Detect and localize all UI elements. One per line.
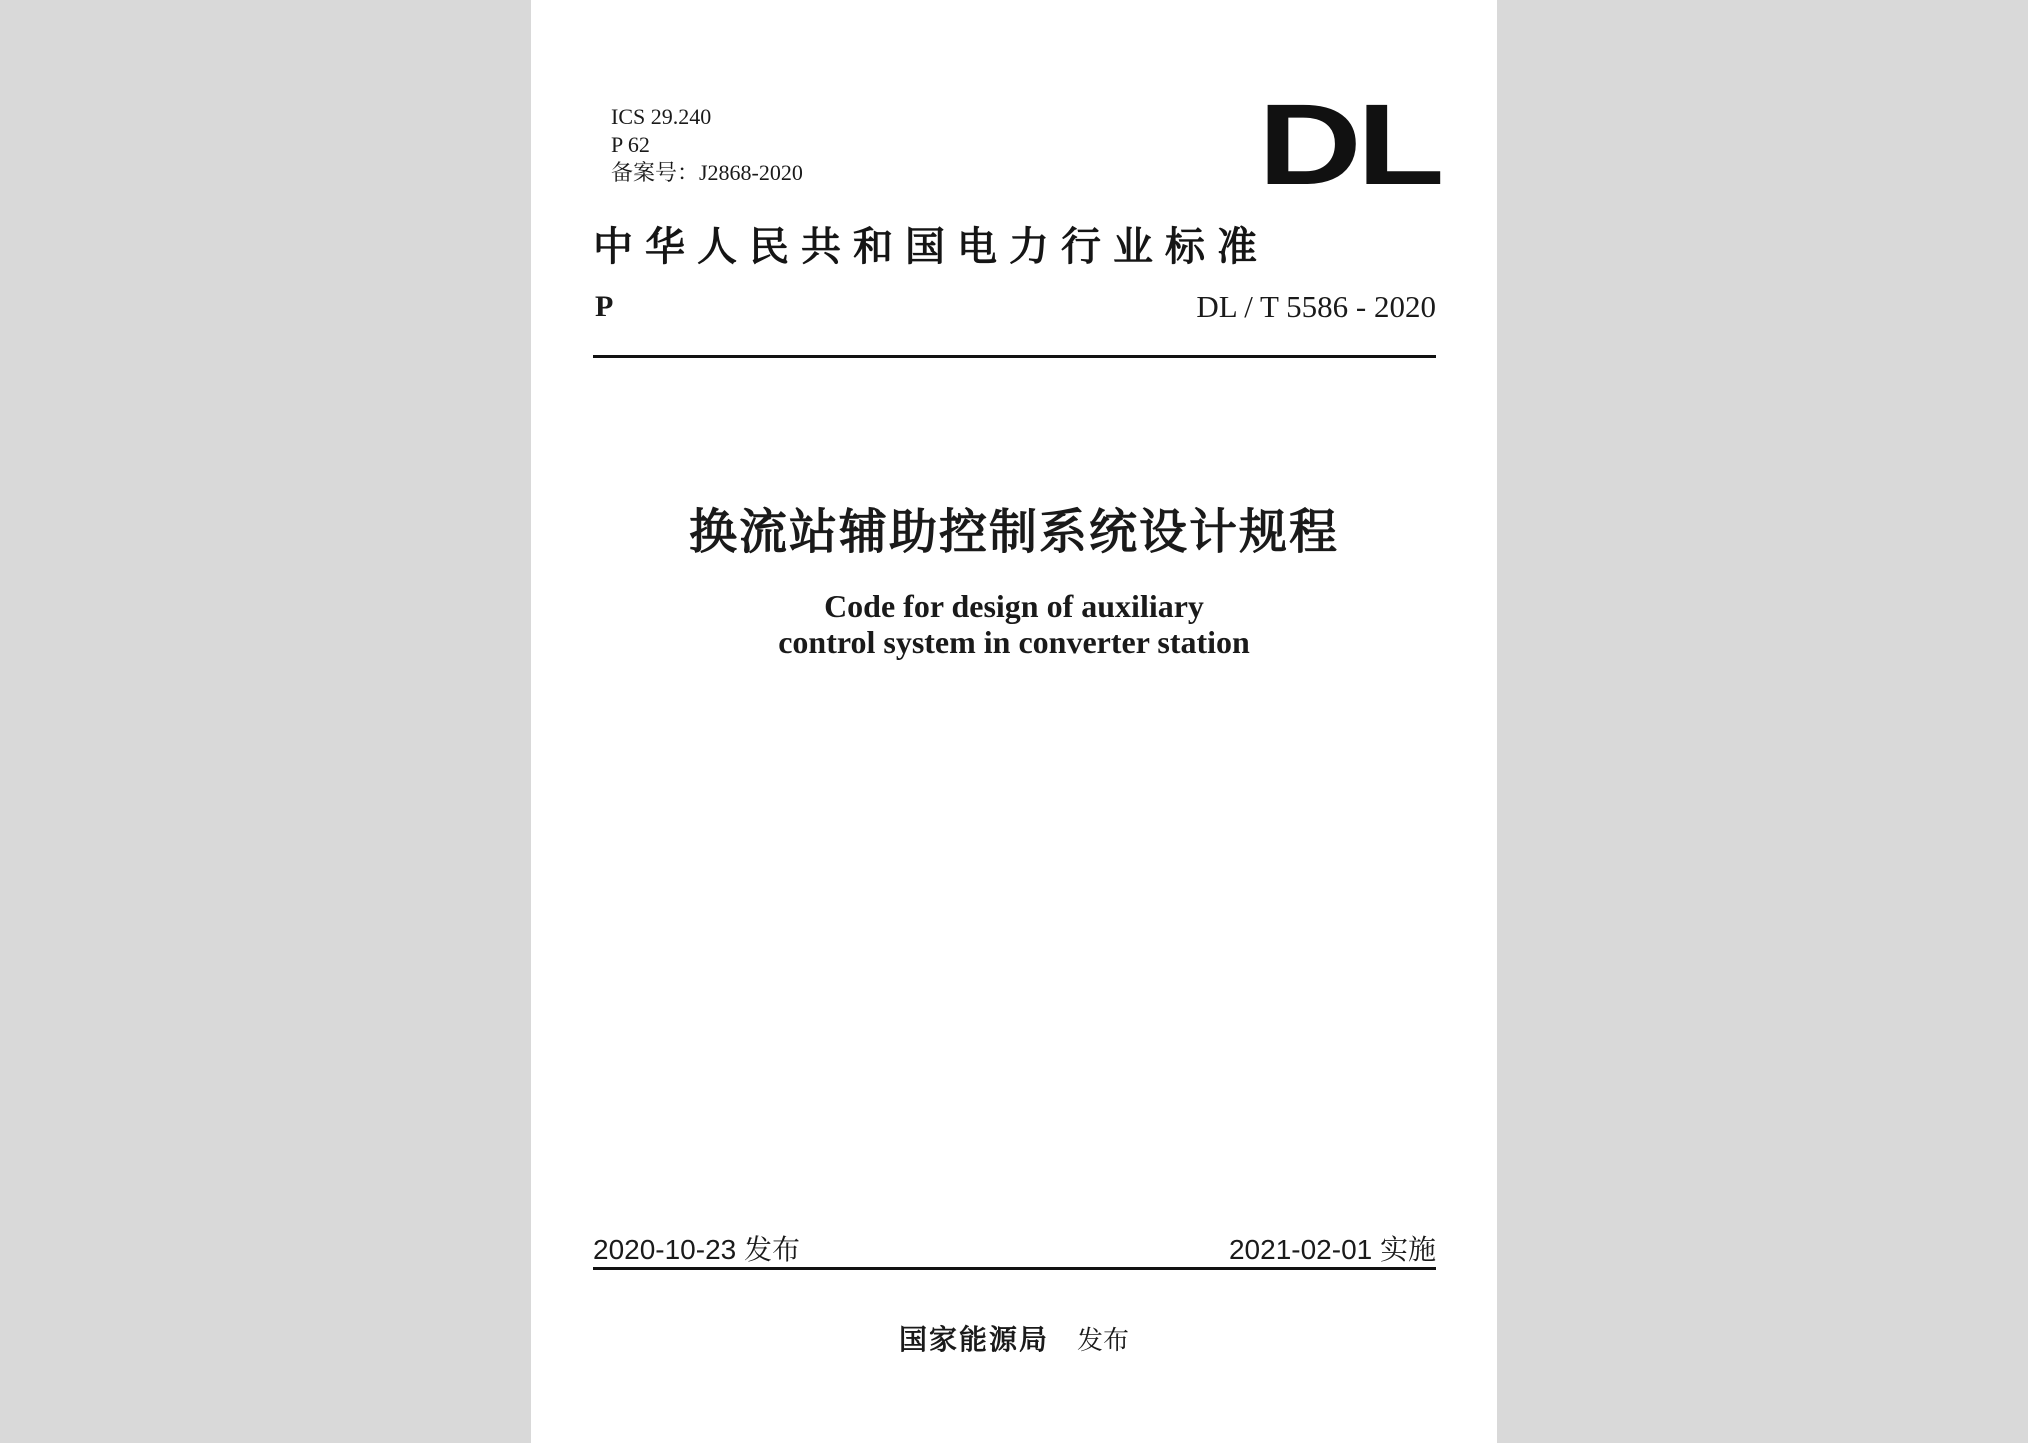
implement-date: 2021-02-01 实施 [1228,1234,1436,1265]
standard-number: DL / T 5586 - 2020 [1196,289,1436,324]
bottom-divider [593,1267,1436,1270]
record-number: 备案号：J2868-2020 [611,160,803,185]
dl-logo: DL [1258,81,1440,209]
national-standard-heading: 中华人民共和国电力行业标准 [593,223,1269,270]
ics-code: ICS 29.240 [611,104,712,129]
ccs-code: P 62 [611,132,650,157]
classification-codes [611,103,803,187]
title-english-line2: control system in converter station [778,624,1250,660]
title-chinese: 换流站辅助控制系统设计规程 [688,504,1339,560]
document-cover [531,0,1497,1443]
classification-letter: P [595,290,614,323]
publish-date: 2020-10-23 发布 [593,1234,801,1265]
issuer-action: 发布 [1077,1326,1130,1356]
title-english-line1: Code for design of auxiliary [824,588,1204,624]
title-english [531,588,1497,660]
issuer-organization: 国家能源局 [898,1323,1049,1356]
top-divider [593,355,1436,358]
issuer [531,1318,1497,1358]
